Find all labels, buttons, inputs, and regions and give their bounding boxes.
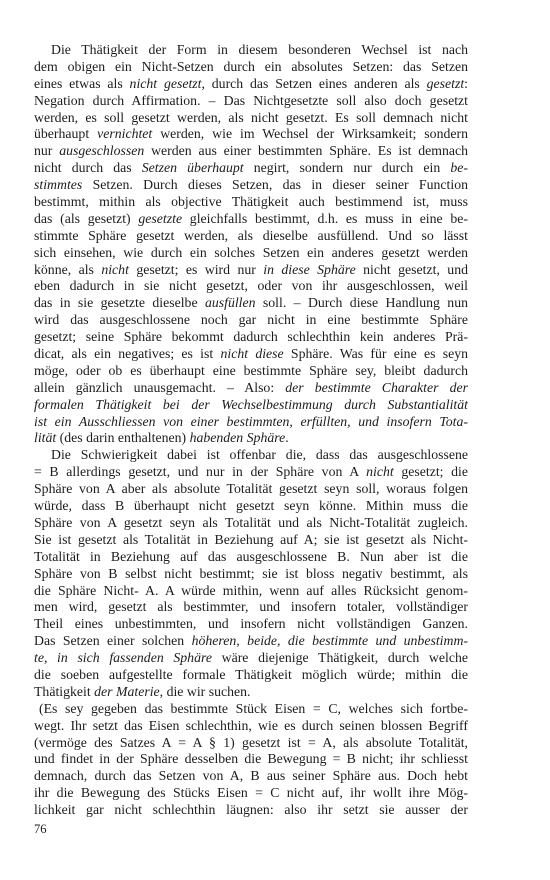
text-run: die soeben aufgestellte formale Thätigkeit möglich würde; mithin die bbox=[34, 666, 468, 682]
text-run: bestimmt, mithin als objective Thätigkeit auch bestimmend ist, muss bbox=[34, 194, 468, 210]
emphasis-text: nicht bbox=[366, 464, 394, 480]
text-run: negirt, sondern nur durch ein bbox=[243, 160, 451, 176]
text-run: Die Schwierigkeit dabei ist offenbar die, dass das ausgeschlossene bbox=[51, 447, 468, 463]
text-run: Sphäre. Was für eine es seyn bbox=[283, 346, 468, 362]
text-run: könne, als bbox=[34, 261, 102, 277]
text-line bbox=[34, 160, 468, 177]
emphasis-text: habenden Sphäre bbox=[189, 430, 286, 446]
text-line bbox=[34, 532, 468, 549]
text-line bbox=[34, 93, 468, 110]
emphasis-text: der Materie bbox=[94, 683, 160, 699]
body-text bbox=[34, 42, 468, 819]
text-line bbox=[34, 177, 468, 194]
text-line bbox=[34, 447, 468, 464]
text-run: möge, oder ob es überhaupt eine bestimmte Sphäre sey, bleibt dadurch bbox=[34, 362, 468, 378]
text-run: und findet in der Sphäre desselben die Bewegung = B nicht; ihr schliesst bbox=[34, 751, 468, 767]
emphasis-text: be- bbox=[450, 160, 468, 176]
paragraph bbox=[34, 701, 468, 819]
text-line bbox=[34, 245, 468, 262]
emphasis-text: Setzen überhaupt bbox=[141, 160, 244, 176]
emphasis-text: te, in sich fassenden Sphäre bbox=[34, 650, 212, 666]
text-run: dem obigen ein Nicht-Setzen durch ein absolutes Setzen: das Setzen bbox=[34, 58, 468, 74]
text-run: Totalität in Beziehung auf das ausgeschlossene B. Nun aber ist die bbox=[34, 548, 468, 564]
text-run: sich einsehen, wie durch ein solches Setzen ein anderes gesetzt werden bbox=[34, 244, 468, 260]
text-run: Setzen. Durch dieses Setzen, das in dieser seiner Function bbox=[82, 177, 468, 193]
text-line bbox=[34, 768, 468, 785]
text-line bbox=[34, 549, 468, 566]
text-line bbox=[34, 650, 468, 667]
text-run: soll. – Durch diese Handlung nun bbox=[255, 295, 468, 311]
page-number: 76 bbox=[34, 822, 47, 836]
emphasis-text: in diese Sphäre bbox=[263, 261, 356, 277]
text-line bbox=[34, 397, 468, 414]
text-run: , durch das Setzen eines anderen als bbox=[201, 75, 427, 91]
text-run: werden, wie im Wechsel der Wirksamkeit; sondern bbox=[152, 126, 468, 142]
text-run: eines etwas als bbox=[34, 75, 130, 91]
emphasis-text: vernichtet bbox=[97, 126, 153, 142]
text-run: lichkeit gar nicht schlechthin läugnen: also ihr setzt sie ausser der bbox=[34, 802, 468, 818]
text-line bbox=[34, 211, 468, 228]
text-line bbox=[34, 228, 468, 245]
text-run: gesetzt; die bbox=[393, 464, 469, 480]
text-run: das (als gesetzt) bbox=[34, 210, 139, 226]
text-line bbox=[34, 363, 468, 380]
text-line bbox=[34, 667, 468, 684]
text-line bbox=[34, 481, 468, 498]
text-line bbox=[34, 498, 468, 515]
text-run: (vermöge des Satzes A = A § 1) gesetzt ist = A, als absolute Totalität, bbox=[34, 734, 468, 750]
emphasis-text: gesetzte bbox=[138, 210, 183, 226]
text-line bbox=[34, 599, 468, 616]
text-line bbox=[34, 329, 468, 346]
text-line bbox=[34, 566, 468, 583]
text-line bbox=[34, 735, 468, 752]
text-run: Die Thätigkeit der Form in diesem besonderen Wechsel ist nach bbox=[51, 42, 468, 57]
text-line bbox=[34, 76, 468, 93]
text-run: das in sie gesetzte dieselbe bbox=[34, 295, 205, 311]
text-run: (Es sey gegeben das bestimmte Stück Eisen = C, welches sich fortbe- bbox=[39, 700, 468, 716]
text-line bbox=[34, 346, 468, 363]
emphasis-text: ausgeschlossen bbox=[59, 143, 145, 159]
text-run: allein gänzlich unausgemacht. – Also: bbox=[34, 379, 286, 395]
text-line bbox=[34, 616, 468, 633]
text-run: gesetzt; seine Sphäre bekommt dadurch schlechthin kein anderes Prä- bbox=[34, 329, 468, 345]
text-run: Sphäre von A aber als absolute Totalität gesetzt seyn soll, woraus folgen bbox=[34, 481, 468, 497]
emphasis-text: höheren, beide, die bestimmte und unbestimm- bbox=[191, 633, 469, 649]
text-run: nur bbox=[34, 143, 60, 159]
text-run: Thätigkeit bbox=[34, 683, 95, 699]
text-line bbox=[34, 430, 468, 447]
text-run: Sie ist gesetzt als Totalität in Beziehung auf A; sie ist gesetzt als Nicht- bbox=[34, 531, 468, 547]
text-run: wird das ausgeschlossene noch gar nicht in eine bestimmte Sphäre bbox=[34, 312, 468, 328]
emphasis-text: ausfüllen bbox=[204, 295, 256, 311]
emphasis-text: der bestimmte Charakter der bbox=[285, 379, 468, 395]
text-run: Sphäre von A gesetzt seyn als Totalität und als Nicht-Totalität zugleich. bbox=[34, 514, 468, 530]
text-run: Negation durch Affirmation. – Das Nichtgesetzte soll also doch gesetzt bbox=[34, 92, 468, 108]
text-line bbox=[34, 126, 468, 143]
text-line bbox=[34, 751, 468, 768]
text-run: die Sphäre Nicht- A. A würde mithin, wenn auf alles Rücksicht genom- bbox=[34, 582, 468, 598]
text-run: men wird, gesetzt als bestimmter, und insofern totaler, vollständiger bbox=[34, 599, 468, 615]
paragraph bbox=[34, 447, 468, 700]
text-run: nicht gesetzt, und bbox=[355, 261, 468, 277]
text-line bbox=[34, 143, 468, 160]
text-line bbox=[34, 785, 468, 802]
text-run: = B allerdings gesetzt, und nur in der Sphäre von A bbox=[34, 464, 367, 480]
text-line bbox=[34, 583, 468, 600]
text-run: , die wir suchen. bbox=[159, 683, 251, 699]
emphasis-text: ist ein Ausschliessen von einer bestimmten, erfüllten, und insofern Tota- bbox=[34, 413, 468, 429]
emphasis-text: gesetzt bbox=[426, 75, 465, 91]
text-line bbox=[34, 42, 468, 59]
text-line bbox=[34, 262, 468, 279]
emphasis-text: nicht bbox=[101, 261, 129, 277]
text-run: würde, dass B überhaupt nicht gesetzt seyn könne. Mithin muss die bbox=[34, 498, 468, 514]
text-line bbox=[34, 278, 468, 295]
text-run: Theil eines unbestimmten, und insofern nicht vollständigen Ganzen. bbox=[34, 616, 468, 632]
text-run: nicht durch das bbox=[34, 160, 142, 176]
text-run: werden aus einer bestimmten Sphäre. Es ist demnach bbox=[144, 143, 469, 159]
text-run: eben dadurch in sie nicht gesetzt, oder von ihr ausgeschlossen, weil bbox=[34, 278, 468, 294]
text-line bbox=[34, 414, 468, 431]
text-line bbox=[34, 718, 468, 735]
text-line bbox=[34, 110, 468, 127]
text-line bbox=[34, 312, 468, 329]
emphasis-text: nicht diese bbox=[220, 346, 284, 362]
text-run: wäre diejenige Thätigkeit, durch welche bbox=[211, 650, 468, 666]
text-line bbox=[34, 295, 468, 312]
text-line bbox=[34, 464, 468, 481]
text-line bbox=[34, 633, 468, 650]
text-run: ihr die Bewegung des Stücks Eisen = C nicht auf, ihr wollt ihre Mög- bbox=[34, 785, 468, 801]
text-run: dicat, als ein negatives; es ist bbox=[34, 346, 221, 362]
text-run: wegt. Ihr setzt das Eisen schlechthin, wie es durch seinen blossen Begriff bbox=[34, 717, 468, 733]
emphasis-text: lität bbox=[34, 430, 57, 446]
text-run: werden, es soll gesetzt werden, als nicht gesetzt. Es soll demnach nicht bbox=[34, 109, 468, 125]
text-run: Sphäre von B selbst nicht bestimmt; sie ist bloss negativ bestimmt, als bbox=[34, 565, 468, 581]
text-run: . bbox=[285, 430, 289, 446]
text-line bbox=[34, 515, 468, 532]
text-run: (des darin enthaltenen) bbox=[56, 430, 190, 446]
text-run: überhaupt bbox=[34, 126, 98, 142]
text-run: Das Setzen einer solchen bbox=[34, 633, 192, 649]
text-line bbox=[34, 701, 468, 718]
emphasis-text: formalen Thätigkeit bei der Wechselbestimmung durch Substantialität bbox=[34, 396, 468, 412]
text-line bbox=[34, 684, 468, 701]
text-run: gesetzt; es wird nur bbox=[128, 261, 264, 277]
emphasis-text: stimmtes bbox=[34, 177, 83, 193]
emphasis-text: nicht gesetzt bbox=[129, 75, 202, 91]
text-line bbox=[34, 802, 468, 819]
text-run: gleichfalls bestimmt, d.h. es muss in eine be- bbox=[182, 210, 469, 226]
text-run: : bbox=[464, 75, 469, 91]
text-line bbox=[34, 59, 468, 76]
text-line bbox=[34, 380, 468, 397]
text-line bbox=[34, 194, 468, 211]
paragraph bbox=[34, 42, 468, 447]
text-run: stimmte Sphäre gesetzt werden, als dieselbe ausfüllend. Und so lässt bbox=[34, 227, 468, 243]
text-run: demnach, durch das Setzen von A, B aus seiner Sphäre aus. Doch hebt bbox=[34, 768, 468, 784]
